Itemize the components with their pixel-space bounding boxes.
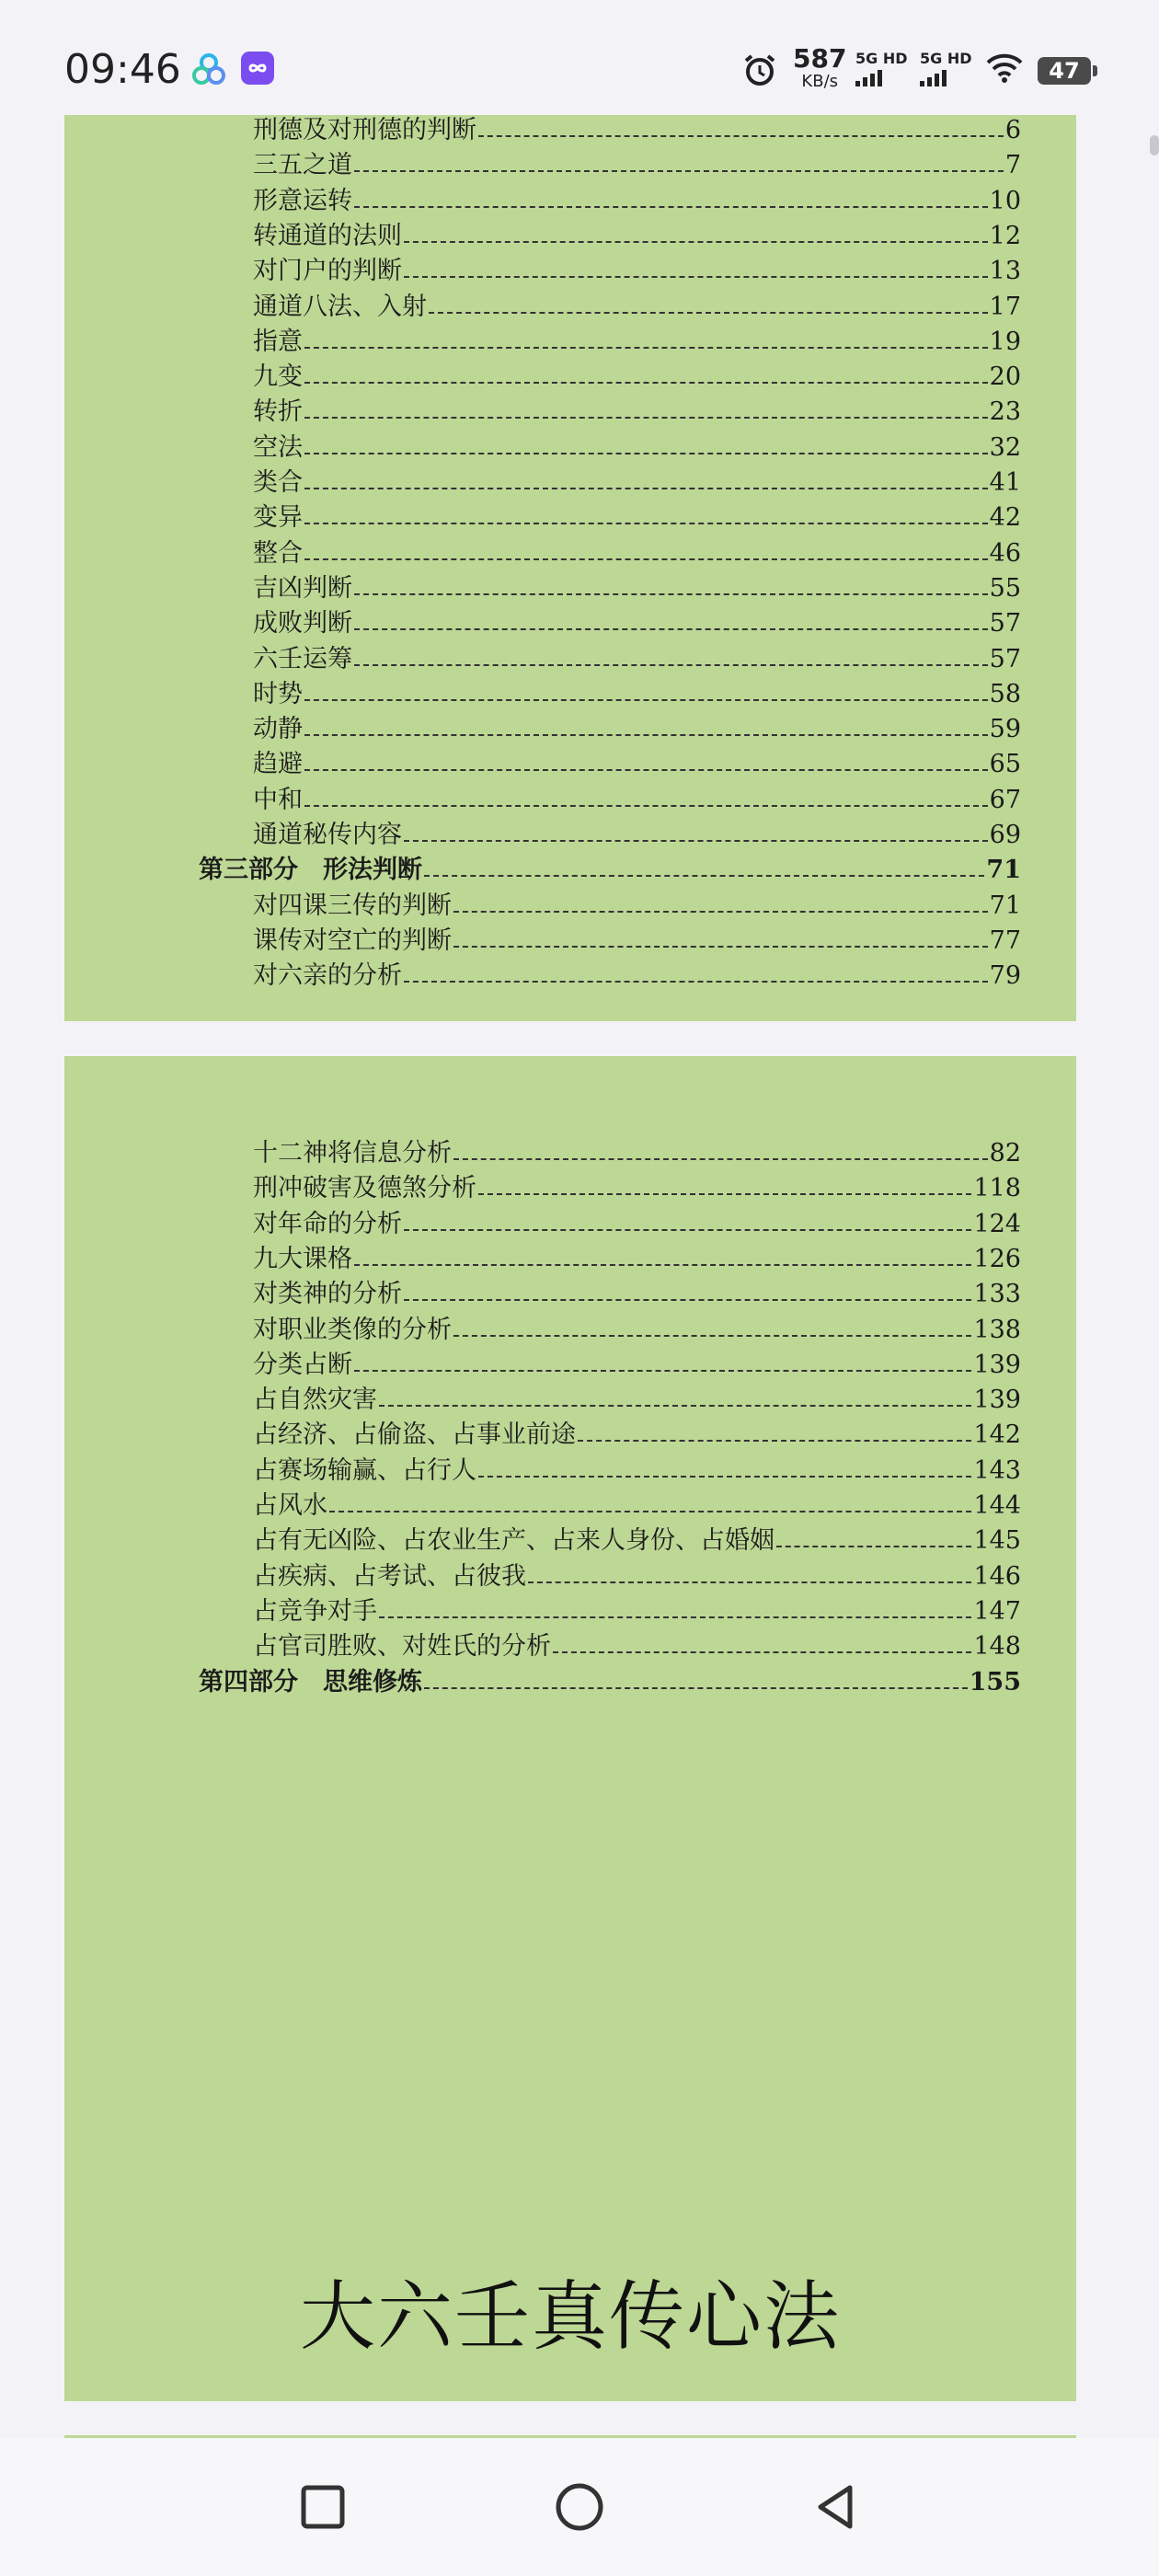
document-page <box>64 115 1076 1021</box>
toc-entry[interactable] <box>253 1559 1021 1594</box>
toc-entry-page: 55 <box>989 573 1021 603</box>
toc-entry-page: 10 <box>989 186 1021 215</box>
toc-entry-title: 六壬运筹 <box>253 644 352 673</box>
toc-entry[interactable] <box>253 889 1021 924</box>
toc-entry[interactable] <box>253 184 1021 219</box>
toc-entry-title: 占经济、占偷盗、占事业前途 <box>253 1420 576 1450</box>
colorful-app-icon <box>191 52 226 86</box>
toc-entry-page: 19 <box>989 327 1021 356</box>
sim2-label: 5G HD <box>920 50 972 67</box>
document-viewer[interactable] <box>0 115 1159 2438</box>
toc-entry-title: 十二神将信息分析 <box>253 1139 452 1167</box>
toc-entry-page: 143 <box>973 1455 1021 1485</box>
toc-leader-dots <box>453 924 988 948</box>
toc-entry-title: 刑德及对刑德的判断 <box>253 116 476 144</box>
toc-entry-page: 146 <box>973 1561 1021 1591</box>
sim2-signal <box>920 50 972 86</box>
navigation-bar <box>0 2438 1159 2576</box>
toc-entry-title: 对类神的分析 <box>253 1280 402 1309</box>
toc-entry-page: 71 <box>986 856 1021 885</box>
toc-entry[interactable] <box>253 1383 1021 1418</box>
toc-entry[interactable] <box>253 1277 1021 1312</box>
toc-leader-dots <box>379 1594 971 1618</box>
square-recent-apps-icon[interactable] <box>294 2478 351 2536</box>
toc-entry-page: 148 <box>973 1632 1021 1662</box>
toc-entry-page: 69 <box>989 821 1021 849</box>
alarm-clock-icon <box>741 52 778 88</box>
toc-entry-title: 转通道的法则 <box>253 221 402 250</box>
toc-entry-title: 占风水 <box>253 1491 327 1520</box>
toc-entry-title: 九变 <box>253 362 303 392</box>
toc-leader-dots <box>304 325 988 349</box>
toc-entry-title: 通道秘传内容 <box>253 821 402 849</box>
toc-leader-dots <box>304 360 988 384</box>
toc-entry[interactable] <box>253 924 1021 959</box>
triangle-back-icon[interactable] <box>808 2478 865 2536</box>
toc-entry-title: 空法 <box>253 432 303 462</box>
toc-entry[interactable] <box>253 959 1021 994</box>
toc-leader-dots <box>354 184 988 208</box>
toc-entry-title: 占官司胜败、对姓氏的分析 <box>253 1632 551 1662</box>
toc-entry-page: 139 <box>973 1386 1021 1415</box>
toc-leader-dots <box>424 1665 968 1689</box>
toc-entry-title: 成败判断 <box>253 609 352 638</box>
toc-entry[interactable] <box>253 536 1021 571</box>
toc-entry-page: 32 <box>989 432 1021 462</box>
sim1-label: 5G HD <box>855 50 908 67</box>
toc-entry-page: 79 <box>989 961 1021 991</box>
toc-leader-dots <box>354 1242 971 1266</box>
toc-entry-page: 17 <box>989 292 1021 321</box>
toc-entry-page: 46 <box>989 538 1021 568</box>
clock: 09:46 <box>64 46 181 93</box>
toc-entry-page: 41 <box>989 468 1021 497</box>
toc-entry-title: 时势 <box>253 679 303 708</box>
toc-entry-page: 65 <box>989 750 1021 779</box>
toc-entry[interactable] <box>199 1665 1021 1700</box>
toc-entry[interactable] <box>253 677 1021 712</box>
toc-entry-page: 147 <box>973 1596 1021 1626</box>
toc-leader-dots <box>354 1348 971 1372</box>
toc-entry-page: 23 <box>989 397 1021 427</box>
toc-leader-dots <box>478 1171 971 1195</box>
toc-entry[interactable] <box>253 642 1021 677</box>
toc-entry-page: 118 <box>973 1174 1021 1203</box>
toc-leader-dots <box>776 1524 971 1547</box>
toc-entry-title: 刑冲破害及德煞分析 <box>253 1174 476 1203</box>
toc-entry[interactable] <box>253 606 1021 641</box>
toc-entry-title: 占疾病、占考试、占彼我 <box>253 1561 526 1591</box>
toc-leader-dots <box>404 1277 971 1301</box>
toc-entry-page: 77 <box>989 926 1021 955</box>
toc-entry[interactable] <box>253 1594 1021 1629</box>
toc-entry[interactable] <box>253 395 1021 430</box>
toc-leader-dots <box>354 148 1004 172</box>
toc-leader-dots <box>404 254 988 278</box>
toc-entry-title: 指意 <box>253 327 303 356</box>
toc-entry-page: 138 <box>973 1315 1021 1344</box>
toc-leader-dots <box>453 889 988 913</box>
toc-entry[interactable] <box>253 747 1021 782</box>
toc-leader-dots <box>304 536 988 560</box>
signal-bars-icon <box>920 70 972 86</box>
toc-entry-page: 71 <box>989 891 1021 920</box>
toc-entry[interactable] <box>253 325 1021 360</box>
toc-entry-title: 变异 <box>253 503 303 533</box>
wifi-icon <box>984 52 1025 85</box>
toc-entry-title: 对职业类像的分析 <box>253 1315 452 1344</box>
toc-leader-dots <box>453 1136 988 1160</box>
toc-entry-page: 12 <box>989 221 1021 250</box>
toc-entry-page: 20 <box>989 362 1021 392</box>
toc-entry[interactable] <box>253 571 1021 606</box>
toc-entry-page: 155 <box>969 1667 1021 1696</box>
toc-leader-dots <box>404 1207 971 1231</box>
document-page <box>64 1056 1076 2401</box>
toc-entry-page: 57 <box>989 644 1021 673</box>
toc-leader-dots <box>578 1418 971 1442</box>
network-speed-value: 587 <box>793 43 847 74</box>
toc-entry[interactable] <box>253 254 1021 289</box>
toc-entry-title: 动静 <box>253 715 303 744</box>
toc-entry[interactable] <box>253 500 1021 535</box>
toc-entry[interactable] <box>253 115 1021 148</box>
toc-leader-dots <box>429 290 988 314</box>
toc-leader-dots <box>304 500 988 524</box>
toc-entry[interactable] <box>253 1136 1021 1171</box>
toc-entry-title: 通道八法、入射 <box>253 292 427 321</box>
toc-entry[interactable] <box>253 1207 1021 1242</box>
toc-entry[interactable] <box>253 783 1021 818</box>
toc-entry-page: 142 <box>973 1420 1021 1450</box>
toc-leader-dots <box>478 115 1004 137</box>
toc-leader-dots <box>404 219 988 243</box>
toc-entry-page: 58 <box>989 679 1021 708</box>
toc-entry-page: 13 <box>989 257 1021 286</box>
toc-entry-page: 124 <box>973 1209 1021 1238</box>
toc-entry-page: 139 <box>973 1350 1021 1379</box>
toc-entry-title: 类合 <box>253 468 303 497</box>
infinity-app-icon <box>241 52 274 85</box>
toc-entry-title: 占赛场输赢、占行人 <box>253 1455 476 1485</box>
toc-entry-title: 中和 <box>253 785 303 814</box>
toc-entry-title: 形意运转 <box>253 186 352 215</box>
toc-entry-page: 145 <box>973 1526 1021 1556</box>
toc-leader-dots <box>404 959 988 983</box>
toc-leader-dots <box>354 606 988 630</box>
toc-entry-title: 第四部分 思维修炼 <box>199 1667 422 1696</box>
toc-entry[interactable] <box>253 1489 1021 1524</box>
toc-entry[interactable] <box>253 290 1021 325</box>
toc-leader-dots <box>453 1313 971 1337</box>
toc-entry-title: 三五之道 <box>253 151 352 180</box>
toc-entry[interactable] <box>253 712 1021 747</box>
book-title: 大六壬真传心法 <box>299 2273 841 2361</box>
toc-entry[interactable] <box>253 148 1021 183</box>
toc-leader-dots <box>304 431 988 454</box>
toc-entry[interactable] <box>253 1454 1021 1489</box>
toc-entry-title: 对年命的分析 <box>253 1209 402 1238</box>
toc-entry-title: 整合 <box>253 538 303 568</box>
toc-entry-title: 对四课三传的判断 <box>253 891 452 920</box>
toc-leader-dots <box>304 395 988 419</box>
toc-entry-title: 对门户的判断 <box>253 257 402 286</box>
toc-entry[interactable] <box>253 219 1021 254</box>
toc-entry-page: 7 <box>1004 151 1021 180</box>
battery-indicator: 47 <box>1038 57 1091 85</box>
toc-leader-dots <box>528 1559 971 1583</box>
toc-entry[interactable] <box>253 1242 1021 1277</box>
toc-entry[interactable] <box>253 818 1021 853</box>
toc-entry-page: 42 <box>989 503 1021 533</box>
toc-entry-page: 59 <box>989 715 1021 744</box>
toc-entry-title: 第三部分 形法判断 <box>199 856 422 885</box>
toc-leader-dots <box>379 1383 971 1407</box>
toc-entry-page: 57 <box>989 609 1021 638</box>
toc-leader-dots <box>354 642 988 666</box>
toc-leader-dots <box>424 853 984 877</box>
toc-entry-page: 6 <box>1004 116 1021 144</box>
toc-entry-title: 转折 <box>253 397 303 427</box>
toc-entry-page: 133 <box>973 1280 1021 1309</box>
toc-leader-dots <box>404 818 988 842</box>
toc-entry-title: 占自然灾害 <box>253 1386 377 1415</box>
toc-leader-dots <box>478 1454 971 1478</box>
scrollbar-thumb[interactable] <box>1150 135 1159 155</box>
status-bar <box>0 0 1159 115</box>
toc-leader-dots <box>304 747 988 771</box>
toc-entry-title: 对六亲的分析 <box>253 961 402 991</box>
toc-leader-dots <box>304 712 988 736</box>
toc-entry[interactable] <box>253 360 1021 395</box>
toc-entry-title: 占有无凶险、占农业生产、占来人身份、占婚姻 <box>253 1526 775 1556</box>
toc-leader-dots <box>304 466 988 489</box>
toc-entry-title: 占竞争对手 <box>253 1596 377 1626</box>
toc-entry[interactable] <box>253 466 1021 500</box>
toc-entry[interactable] <box>253 1313 1021 1348</box>
sim1-signal <box>855 50 908 86</box>
toc-leader-dots <box>304 783 988 807</box>
toc-entry-title: 吉凶判断 <box>253 573 352 603</box>
toc-entry-title: 课传对空亡的判断 <box>253 926 452 955</box>
toc-leader-dots <box>553 1629 971 1653</box>
toc-entry-page: 126 <box>973 1244 1021 1273</box>
network-speed <box>793 43 847 91</box>
toc-entry[interactable] <box>253 1418 1021 1453</box>
toc-leader-dots <box>329 1489 971 1512</box>
signal-bars-icon <box>855 70 908 86</box>
toc-entry[interactable] <box>253 1171 1021 1206</box>
toc-leader-dots <box>354 571 988 595</box>
toc-entry-page: 144 <box>973 1491 1021 1520</box>
toc-entry-page: 82 <box>989 1139 1021 1167</box>
toc-entry[interactable] <box>253 1348 1021 1383</box>
toc-entry-title: 分类占断 <box>253 1350 352 1379</box>
toc-leader-dots <box>304 677 988 701</box>
toc-entry-title: 九大课格 <box>253 1244 352 1273</box>
toc-entry[interactable] <box>253 1524 1021 1558</box>
toc-entry[interactable] <box>199 853 1021 888</box>
circle-home-icon[interactable] <box>551 2478 608 2536</box>
network-speed-unit: KB/s <box>801 72 839 91</box>
toc-entry[interactable] <box>253 1629 1021 1664</box>
toc-entry-page: 67 <box>989 785 1021 814</box>
toc-entry-title: 趋避 <box>253 750 303 779</box>
toc-entry[interactable] <box>253 431 1021 466</box>
